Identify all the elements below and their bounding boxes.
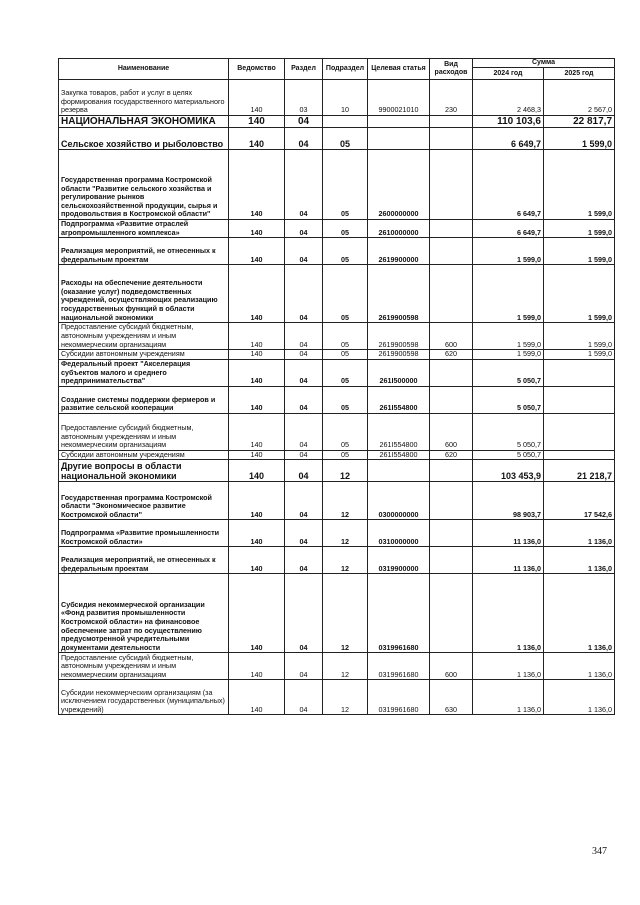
cell-sub: 05: [323, 220, 368, 238]
cell-v2025: 1 136,0: [544, 653, 615, 680]
cell-target: [368, 116, 430, 128]
cell-sec: 04: [285, 386, 323, 413]
header-sum: Сумма: [473, 59, 615, 68]
cell-sub: 05: [323, 265, 368, 323]
cell-dept: 140: [229, 680, 285, 715]
cell-name: Государственная программа Костромской области "Экономическое развитие Костромской области": [59, 482, 229, 520]
cell-v2024: 1 599,0: [473, 238, 544, 265]
cell-sub: 05: [323, 150, 368, 220]
table-header: [59, 59, 615, 80]
cell-sub: 05: [323, 386, 368, 413]
cell-sub: 05: [323, 238, 368, 265]
cell-exp: [430, 359, 473, 386]
cell-sub: 12: [323, 653, 368, 680]
cell-v2025: 2 567,0: [544, 80, 615, 116]
cell-sec: 04: [285, 680, 323, 715]
cell-dept: 140: [229, 460, 285, 482]
cell-dept: 140: [229, 386, 285, 413]
cell-exp: [430, 574, 473, 653]
cell-target: 2619900000: [368, 238, 430, 265]
cell-exp: [430, 220, 473, 238]
cell-v2024: 98 903,7: [473, 482, 544, 520]
cell-name: Реализация мероприятий, не отнесенных к федеральным проектам: [59, 547, 229, 574]
cell-target: 2619900598: [368, 323, 430, 350]
table-row: [59, 150, 615, 220]
table-row: [59, 128, 615, 150]
cell-sub: 12: [323, 460, 368, 482]
cell-sec: 04: [285, 350, 323, 360]
cell-dept: 140: [229, 80, 285, 116]
cell-dept: 140: [229, 116, 285, 128]
cell-v2025: [544, 386, 615, 413]
cell-v2025: 1 136,0: [544, 680, 615, 715]
cell-target: 261I500000: [368, 359, 430, 386]
cell-target: 0319961680: [368, 653, 430, 680]
cell-target: 0319961680: [368, 680, 430, 715]
cell-sub: 12: [323, 520, 368, 547]
table-row: [59, 450, 615, 460]
table-row: [59, 359, 615, 386]
cell-v2024: 103 453,9: [473, 460, 544, 482]
cell-name: Субсидии автономным учреждениям: [59, 450, 229, 460]
cell-name: НАЦИОНАЛЬНАЯ ЭКОНОМИКА: [59, 116, 229, 128]
cell-sec: 04: [285, 450, 323, 460]
cell-sub: 10: [323, 80, 368, 116]
cell-v2024: 6 649,7: [473, 220, 544, 238]
cell-v2024: 6 649,7: [473, 128, 544, 150]
table-row: [59, 482, 615, 520]
cell-dept: 140: [229, 150, 285, 220]
cell-sec: 04: [285, 482, 323, 520]
cell-v2025: [544, 413, 615, 450]
cell-v2025: 1 599,0: [544, 238, 615, 265]
cell-target: 261I554800: [368, 386, 430, 413]
cell-name: Предоставление субсидий бюджетным, автономным учреждениям и иным некоммерческим организациям: [59, 413, 229, 450]
cell-sub: 05: [323, 323, 368, 350]
cell-target: 2600000000: [368, 150, 430, 220]
table-row: [59, 653, 615, 680]
cell-v2024: 11 136,0: [473, 547, 544, 574]
cell-sec: 04: [285, 520, 323, 547]
cell-exp: [430, 116, 473, 128]
cell-name: Федеральный проект "Акселерация субъектов малого и среднего предпринимательства": [59, 359, 229, 386]
cell-exp: 600: [430, 413, 473, 450]
cell-v2025: 1 136,0: [544, 574, 615, 653]
cell-v2024: 1 136,0: [473, 680, 544, 715]
cell-sec: 04: [285, 150, 323, 220]
cell-sub: 05: [323, 413, 368, 450]
page-number: 347: [592, 846, 607, 857]
cell-dept: 140: [229, 128, 285, 150]
cell-sec: 04: [285, 460, 323, 482]
cell-target: 9900021010: [368, 80, 430, 116]
cell-dept: 140: [229, 413, 285, 450]
table-row: [59, 265, 615, 323]
cell-sub: 12: [323, 680, 368, 715]
table-row: [59, 220, 615, 238]
cell-v2024: 1 599,0: [473, 323, 544, 350]
cell-exp: [430, 128, 473, 150]
cell-v2025: 1 136,0: [544, 520, 615, 547]
cell-target: 2610000000: [368, 220, 430, 238]
header-dept: Ведомство: [229, 59, 285, 80]
cell-exp: 600: [430, 653, 473, 680]
cell-dept: 140: [229, 238, 285, 265]
cell-dept: 140: [229, 574, 285, 653]
cell-name: Предоставление субсидий бюджетным, автономным учреждениям и иным некоммерческим организациям: [59, 653, 229, 680]
cell-v2025: 1 599,0: [544, 150, 615, 220]
cell-v2024: 1 136,0: [473, 574, 544, 653]
cell-dept: 140: [229, 359, 285, 386]
cell-name: Подпрограмма «Развитие отраслей агропромышленного комплекса»: [59, 220, 229, 238]
cell-v2025: 21 218,7: [544, 460, 615, 482]
cell-name: Подпрограмма «Развитие промышленности Костромской области»: [59, 520, 229, 547]
cell-v2025: [544, 450, 615, 460]
cell-name: Реализация мероприятий, не отнесенных к федеральным проектам: [59, 238, 229, 265]
cell-sec: 03: [285, 80, 323, 116]
cell-target: [368, 128, 430, 150]
table-row: [59, 350, 615, 360]
cell-exp: [430, 520, 473, 547]
cell-name: Субсидии некоммерческим организациям (за исключением государственных (муниципальных) учреждений): [59, 680, 229, 715]
table-row: [59, 238, 615, 265]
header-2024: 2024 год: [473, 68, 544, 80]
cell-sec: 04: [285, 547, 323, 574]
cell-sec: 04: [285, 413, 323, 450]
cell-exp: [430, 547, 473, 574]
cell-exp: [430, 482, 473, 520]
cell-sub: 12: [323, 547, 368, 574]
cell-exp: [430, 238, 473, 265]
cell-sub: 05: [323, 128, 368, 150]
cell-sec: 04: [285, 128, 323, 150]
table-row: [59, 323, 615, 350]
table-row: [59, 680, 615, 715]
cell-exp: [430, 460, 473, 482]
header-target: Целевая статья: [368, 59, 430, 80]
cell-sec: 04: [285, 220, 323, 238]
cell-name: Другие вопросы в области национальной экономики: [59, 460, 229, 482]
cell-name: Субсидия некоммерческой организации «Фонд развития промышленности Костромской области» на финансовое обеспечение затрат по осуществлению предусмотренной учредительными документами деятельности: [59, 574, 229, 653]
cell-target: 261I554800: [368, 413, 430, 450]
table-row: [59, 116, 615, 128]
cell-exp: [430, 150, 473, 220]
header-name: Наименование: [59, 59, 229, 80]
cell-v2024: 5 050,7: [473, 450, 544, 460]
cell-exp: [430, 386, 473, 413]
cell-dept: 140: [229, 547, 285, 574]
table-row: [59, 386, 615, 413]
cell-name: Субсидии автономным учреждениям: [59, 350, 229, 360]
cell-sub: 05: [323, 350, 368, 360]
cell-target: 2619900598: [368, 350, 430, 360]
header-subsection: Подраздел: [323, 59, 368, 80]
cell-sub: 12: [323, 574, 368, 653]
cell-sec: 04: [285, 323, 323, 350]
table-row: [59, 547, 615, 574]
cell-v2025: 1 136,0: [544, 547, 615, 574]
cell-target: 0319961680: [368, 574, 430, 653]
cell-dept: 140: [229, 653, 285, 680]
cell-dept: 140: [229, 450, 285, 460]
cell-v2024: 5 050,7: [473, 359, 544, 386]
cell-target: 2619900598: [368, 265, 430, 323]
cell-v2025: 1 599,0: [544, 128, 615, 150]
cell-exp: 620: [430, 450, 473, 460]
cell-dept: 140: [229, 220, 285, 238]
cell-v2024: 5 050,7: [473, 413, 544, 450]
cell-exp: [430, 265, 473, 323]
cell-sub: 05: [323, 450, 368, 460]
cell-dept: 140: [229, 265, 285, 323]
budget-table-sheet: [58, 58, 614, 715]
cell-v2025: 1 599,0: [544, 220, 615, 238]
header-2025: 2025 год: [544, 68, 615, 80]
header-expense: Вид расходов: [430, 59, 473, 80]
cell-sec: 04: [285, 265, 323, 323]
cell-sub: 12: [323, 482, 368, 520]
cell-name: Государственная программа Костромской области "Развитие сельского хозяйства и регулирование рынков сельскохозяйственной продукции, сырья и продовольствия в Костромской области": [59, 150, 229, 220]
cell-v2025: 1 599,0: [544, 265, 615, 323]
table-row: [59, 520, 615, 547]
cell-name: Сельское хозяйство и рыболовство: [59, 128, 229, 150]
cell-dept: 140: [229, 482, 285, 520]
cell-sub: 05: [323, 359, 368, 386]
cell-v2025: 1 599,0: [544, 350, 615, 360]
cell-sub: [323, 116, 368, 128]
cell-v2024: 6 649,7: [473, 150, 544, 220]
cell-sec: 04: [285, 116, 323, 128]
cell-target: 0300000000: [368, 482, 430, 520]
table-row: [59, 460, 615, 482]
cell-v2025: 22 817,7: [544, 116, 615, 128]
cell-sec: 04: [285, 238, 323, 265]
cell-target: 0310000000: [368, 520, 430, 547]
cell-name: Закупка товаров, работ и услуг в целях формирования государственного материального резерва: [59, 80, 229, 116]
budget-table: [58, 58, 615, 715]
cell-v2025: 1 599,0: [544, 323, 615, 350]
cell-name: Предоставление субсидий бюджетным, автономным учреждениям и иным некоммерческим организациям: [59, 323, 229, 350]
cell-name: Создание системы поддержки фермеров и развитие сельской кооперации: [59, 386, 229, 413]
cell-exp: 630: [430, 680, 473, 715]
cell-target: 261I554800: [368, 450, 430, 460]
cell-target: 0319900000: [368, 547, 430, 574]
cell-v2024: 1 599,0: [473, 265, 544, 323]
cell-v2025: [544, 359, 615, 386]
cell-v2024: 1 136,0: [473, 653, 544, 680]
cell-sec: 04: [285, 574, 323, 653]
cell-exp: 620: [430, 350, 473, 360]
table-body: [59, 80, 615, 715]
cell-exp: 230: [430, 80, 473, 116]
cell-sec: 04: [285, 653, 323, 680]
cell-v2024: 5 050,7: [473, 386, 544, 413]
cell-sec: 04: [285, 359, 323, 386]
cell-dept: 140: [229, 350, 285, 360]
header-section: Раздел: [285, 59, 323, 80]
cell-v2024: 2 468,3: [473, 80, 544, 116]
cell-v2025: 17 542,6: [544, 482, 615, 520]
cell-dept: 140: [229, 520, 285, 547]
cell-target: [368, 460, 430, 482]
cell-v2024: 11 136,0: [473, 520, 544, 547]
table-row: [59, 413, 615, 450]
table-row: [59, 574, 615, 653]
cell-v2024: 1 599,0: [473, 350, 544, 360]
table-row: [59, 80, 615, 116]
cell-v2024: 110 103,6: [473, 116, 544, 128]
cell-dept: 140: [229, 323, 285, 350]
cell-name: Расходы на обеспечение деятельности (оказание услуг) подведомственных учреждений, осуществляющих реализацию государственных функций в области национальной экономики: [59, 265, 229, 323]
cell-exp: 600: [430, 323, 473, 350]
